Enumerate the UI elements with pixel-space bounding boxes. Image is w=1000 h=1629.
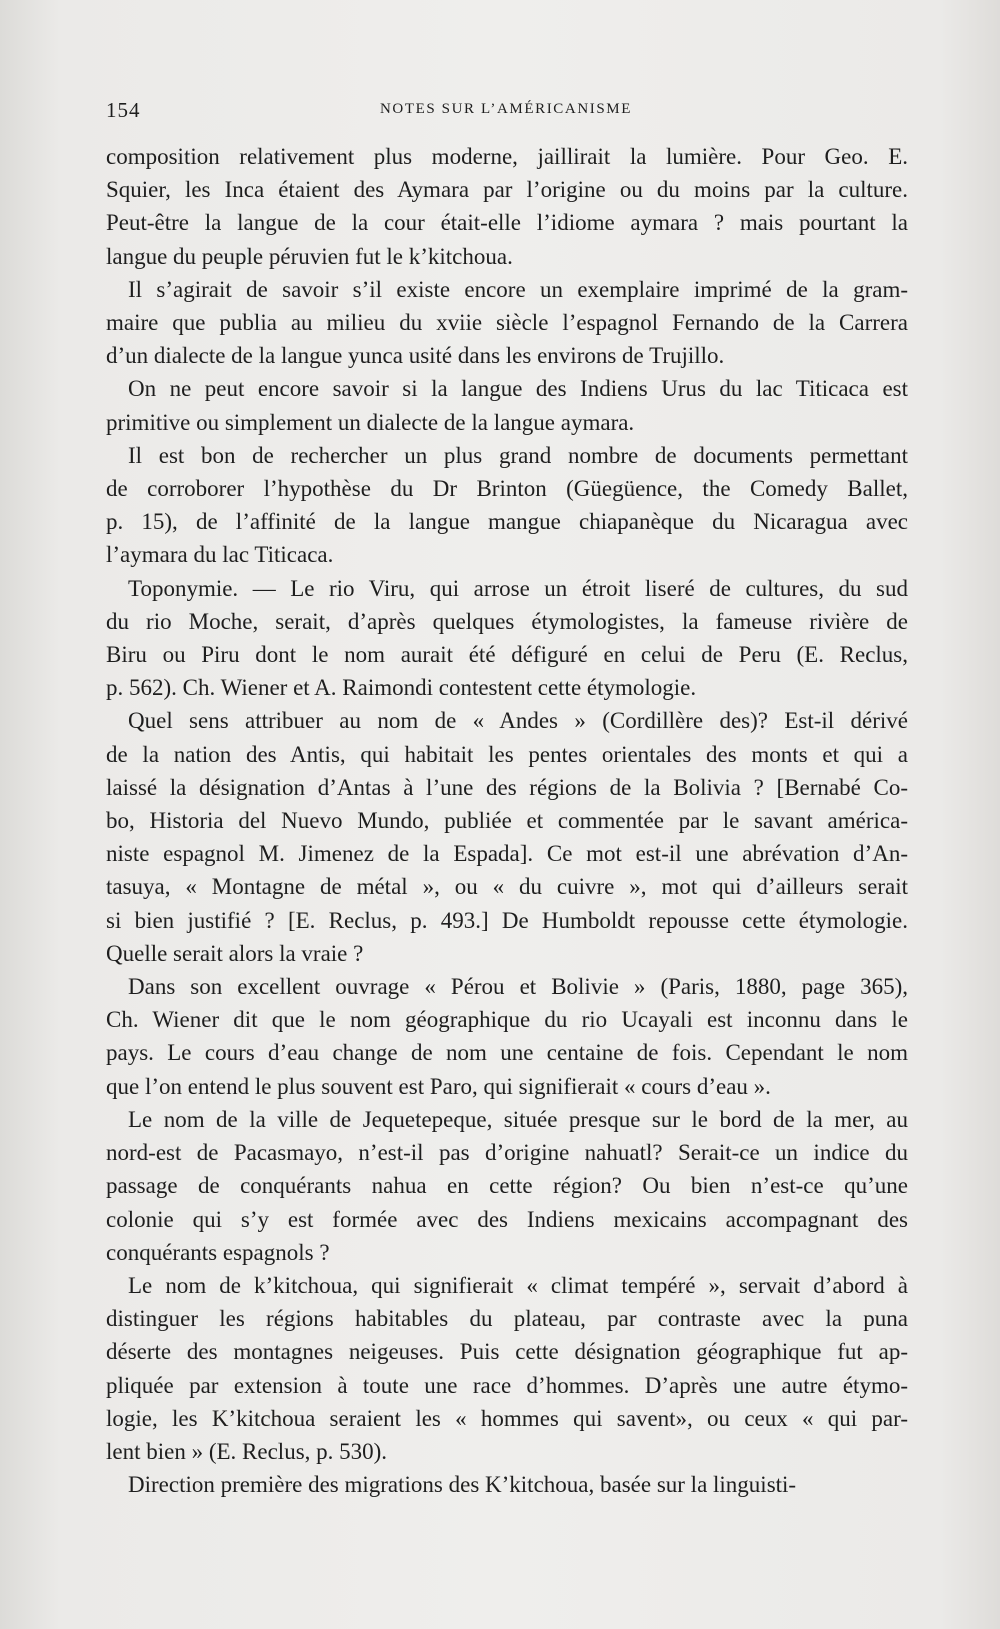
paragraph xyxy=(106,1269,908,1468)
running-title: NOTES SUR L’AMÉRICANISME xyxy=(379,101,633,117)
text-line: conquérants espagnols ? xyxy=(106,1239,330,1265)
text-line: Biru ou Piru dont le nom aurait été défiguré en celui de Peru (E. Reclus, xyxy=(106,642,908,668)
text-line: pays. Le cours d’eau change de nom une centaine de fois. Cependant le nom xyxy=(106,1040,908,1066)
text-line: que l’on entend le plus souvent est Paro, qui signifierait « cours d’eau ». xyxy=(106,1073,771,1099)
text-line: passage de conquérants nahua en cette région? Ou bien n’est-ce qu’une xyxy=(106,1173,908,1199)
text-line: Il est bon de rechercher un plus grand nombre de documents permettant xyxy=(128,442,908,468)
text-line: de la nation des Antis, qui habitait les pentes orientales des monts et qui a xyxy=(106,741,908,767)
text-line: primitive ou simplement un dialecte de la langue aymara. xyxy=(106,409,635,435)
text-line: niste espagnol M. Jimenez de la Espada]. Ce mot est-il une abrévation d’An- xyxy=(106,841,908,867)
text-line: nord-est de Pacasmayo, n’est-il pas d’origine nahuatl? Serait-ce un indice du xyxy=(106,1140,908,1166)
text-line: l’aymara du lac Titicaca. xyxy=(106,542,334,568)
text-line: de corroborer l’hypothèse du Dr Brinton (Güegüence, the Comedy Ballet, xyxy=(106,476,908,502)
paragraph xyxy=(106,970,908,1103)
text-line: composition relativement plus moderne, jaillirait la lumière. Pour Geo. E. xyxy=(106,144,908,169)
text-line: bo, Historia del Nuevo Mundo, publiée et commentée par le savant américa- xyxy=(106,808,908,834)
text-line: laissé la désignation d’Antas à l’une des régions de la Bolivia ? [Bernabé Co- xyxy=(106,774,908,800)
paragraph xyxy=(106,1468,908,1501)
text-line: pliquée par extension à toute une race d’hommes. D’après une autre étymo- xyxy=(106,1372,908,1398)
text-line: On ne peut encore savoir si la langue des Indiens Urus du lac Titicaca est xyxy=(128,376,908,402)
paragraph xyxy=(106,1103,908,1269)
text-line: Squier, les Inca étaient des Aymara par l’origine ou du moins par la culture. xyxy=(106,177,908,203)
text-line: déserte des montagnes neigeuses. Puis cette désignation géographique fut ap- xyxy=(106,1339,908,1365)
text-line: distinguer les régions habitables du plateau, par contraste avec la puna xyxy=(106,1306,908,1332)
page-header xyxy=(106,98,906,128)
text-line: Dans son excellent ouvrage « Pérou et Bolivie » (Paris, 1880, page 365), xyxy=(128,974,908,1000)
text-line: Quel sens attribuer au nom de « Andes » (Cordillère des)? Est-il dérivé xyxy=(128,708,908,734)
text-line: d’un dialecte de la langue yunca usité dans les environs de Trujillo. xyxy=(106,343,725,369)
text-line: langue du peuple péruvien fut le k’kitchoua. xyxy=(106,243,513,269)
text-line: lent bien » (E. Reclus, p. 530). xyxy=(106,1438,388,1464)
text-line: si bien justifié ? [E. Reclus, p. 493.] De Humboldt repousse cette étymologie. xyxy=(106,907,908,933)
text-line: Ch. Wiener dit que le nom géographique du rio Ucayali est inconnu dans le xyxy=(106,1007,908,1033)
text-line: Le nom de k’kitchoua, qui signifierait « climat tempéré », servait d’abord à xyxy=(128,1272,908,1298)
text-line: Le nom de la ville de Jequetepeque, située presque sur le bord de la mer, au xyxy=(128,1106,908,1132)
body-text xyxy=(106,140,908,1501)
text-line: maire que publia au milieu du xviie siècle l’espagnol Fernando de la Carrera xyxy=(106,310,908,336)
text-line: colonie qui s’y est formée avec des Indiens mexicains accompagnant des xyxy=(106,1206,908,1232)
paragraph xyxy=(106,572,908,705)
text-line: Quelle serait alors la vraie ? xyxy=(106,940,364,966)
paragraph xyxy=(106,439,908,572)
text-line: p. 15), de l’affinité de la langue mangue chiapanèque du Nicaragua avec xyxy=(106,509,908,535)
text-line: Il s’agirait de savoir s’il existe encore un exemplaire imprimé de la gram- xyxy=(128,276,908,302)
paragraph xyxy=(106,704,908,970)
text-line: du rio Moche, serait, d’après quelques étymologistes, la fameuse rivière de xyxy=(106,608,908,634)
page-number: 154 xyxy=(106,98,141,122)
paragraph xyxy=(106,273,908,373)
paragraph xyxy=(106,372,908,438)
text-line: Direction première des migrations des K’kitchoua, basée sur la linguisti- xyxy=(128,1472,797,1498)
text-line: p. 562). Ch. Wiener et A. Raimondi contestent cette étymologie. xyxy=(106,675,697,701)
text-line: Toponymie. — Le rio Viru, qui arrose un étroit liseré de cultures, du sud xyxy=(128,575,908,601)
paragraph xyxy=(106,140,908,273)
text-line: Peut-être la langue de la cour était-elle l’idiome aymara ? mais pourtant la xyxy=(106,210,908,236)
text-line: tasuya, « Montagne de métal », ou « du cuivre », mot qui d’ailleurs serait xyxy=(106,874,908,900)
text-line: logie, les K’kitchoua seraient les « hommes qui savent», ou ceux « qui par- xyxy=(106,1405,908,1431)
